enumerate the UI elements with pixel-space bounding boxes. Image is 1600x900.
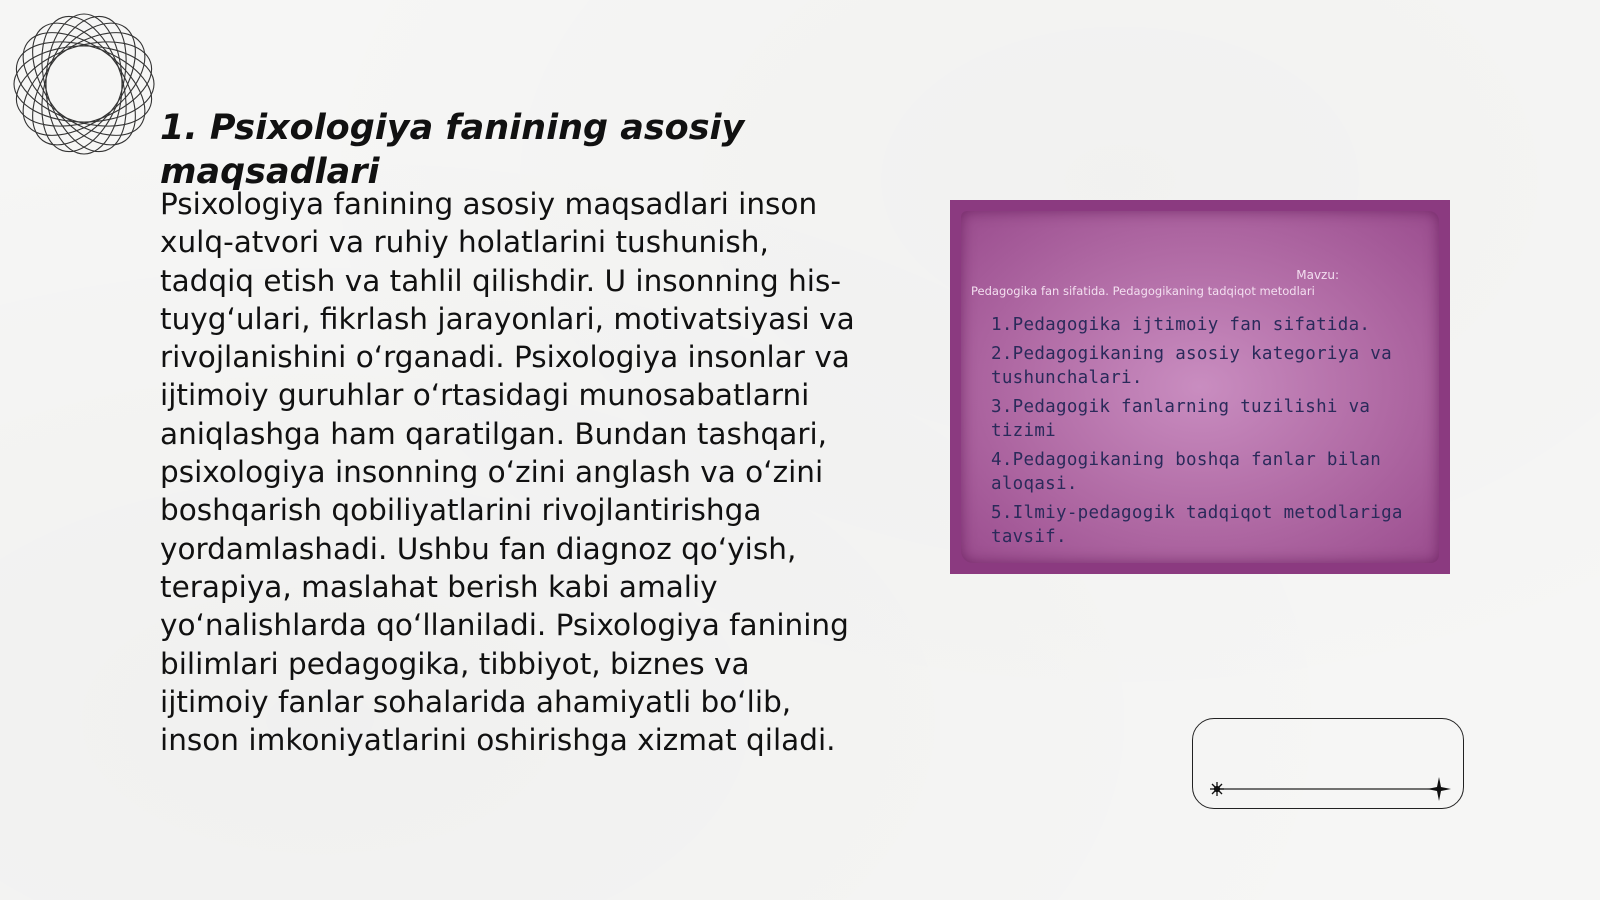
list-item: 3.Pedagogik fanlarning tuzilishi va tizimi <box>991 397 1371 441</box>
list-item: 5.Ilmiy-pedagogik tadqiqot metodlariga tavsif. <box>991 503 1403 547</box>
decorative-timeline <box>1192 718 1464 809</box>
image-topic-label: Mavzu: <box>1296 268 1339 282</box>
rosette-petal <box>10 12 158 156</box>
rosette-petal <box>12 10 156 158</box>
slide-image <box>950 200 1450 574</box>
list-item: 4.Pedagogikaning boshqa fanlar bilan aloqasi. <box>991 450 1382 494</box>
image-parchment <box>961 211 1439 563</box>
image-subtitle: Pedagogika fan sifatida. Pedagogikaning tadqiqot metodlari <box>971 284 1315 298</box>
rosette-petal <box>46 14 122 154</box>
slide-title: 1. Psixologiya fanining asosiy maqsadlari <box>160 108 745 192</box>
starburst-icon <box>1210 782 1224 796</box>
circle-rosette-icon <box>10 10 158 158</box>
list-item: 2.Pedagogikaning asosiy kategoriya va tushunchalari. <box>991 344 1392 388</box>
sparkle-icon <box>1427 777 1451 801</box>
rosette-petal <box>14 46 154 122</box>
body-paragraph: Psixologiya fanining asosiy maqsadlari inson xulq-atvori va ruhiy holatlarini tushunish, tadqiq etish va tahlil qilishdir. U insonning his-tuyg‘ulari, fikrlash jarayonlari, motivatsiyasi va rivojlanishini o‘rganadi. Psixologiya insonlar va ijtimoiy guruhlar o‘rtasidagi munosabatlarni aniqlashga ham qaratilgan. Bundan tashqari, psixologiya insonning o‘zini anglash va o‘zini boshqarish qobiliyatlarini rivojlantirishga yordamlashadi. Ushbu fan diagnoz qo‘yish, terapiya, maslahat berish kabi amaliy yo‘nalishlarda qo‘llaniladi. Psixologiya fanining bilimlari pedagogika, tibbiyot, biznes va ijtimoiy fanlar sohalarida ahamiyatli bo‘lib, inson imkoniyatlarini oshirishga xizmat qiladi. <box>160 187 855 758</box>
list-item: 1.Pedagogika ijtimoiy fan sifatida. <box>991 315 1371 335</box>
timeline-graphic <box>1193 719 1465 810</box>
image-topic-list <box>991 313 1419 549</box>
